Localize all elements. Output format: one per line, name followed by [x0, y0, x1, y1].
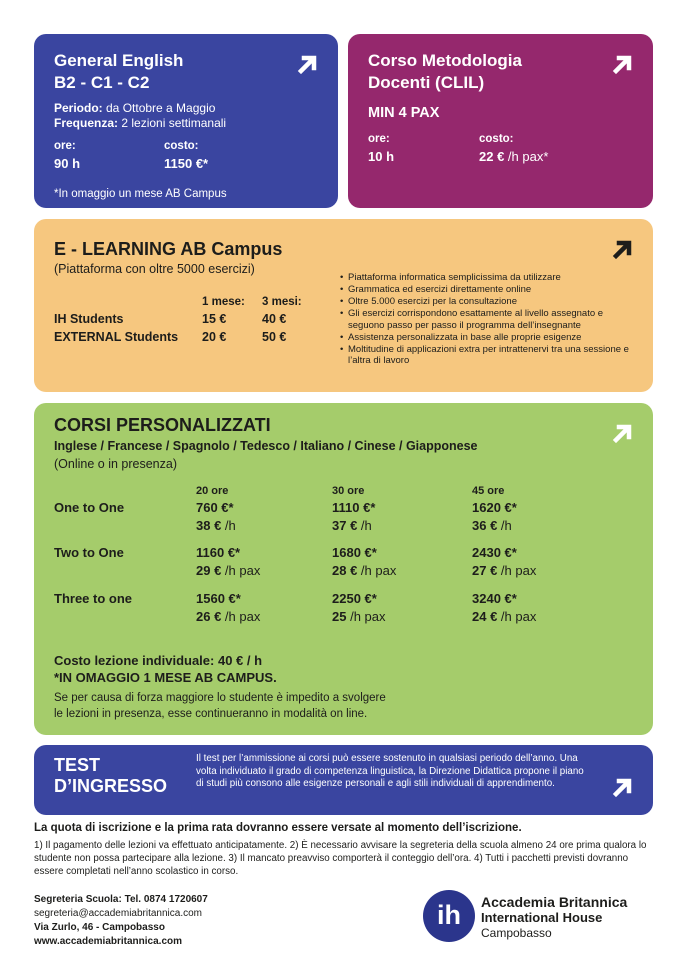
- corsi-rate: 29 €: [196, 563, 222, 578]
- elearning-feature: • Grammatica ed esercizi direttamente online: [340, 284, 640, 296]
- corsi-row-label: Two to One: [54, 545, 124, 560]
- test-ingresso-card: [34, 745, 653, 815]
- corsi-rate: 37 €: [332, 518, 358, 533]
- costo-label: costo:: [164, 140, 199, 152]
- footnotes-heading: La quota di iscrizione e la prima rata dovranno essere versate al momento dell’iscrizione.: [34, 822, 522, 834]
- general-english-card: [34, 34, 338, 208]
- test-title: [54, 755, 167, 797]
- corsi-rate: 24 €: [472, 609, 498, 624]
- clil-title-line1: Corso Metodologia: [368, 51, 522, 70]
- periodo-value: da Ottobre a Maggio: [102, 101, 216, 115]
- test-title-line2: D’INGRESSO: [54, 776, 168, 796]
- corsi-price: 2430 €*: [472, 545, 517, 560]
- general-english-info: [54, 101, 226, 131]
- periodo-label: Periodo:: [54, 101, 103, 115]
- elearning-feature: • Oltre 5.000 esercizi per la consultazione: [340, 296, 640, 308]
- corsi-price: 3240 €*: [472, 591, 517, 606]
- logo-name-line2: International House: [481, 910, 603, 925]
- elearning-subtitle: (Piattaforma con oltre 5000 esercizi): [54, 262, 255, 276]
- corsi-rate-unit: /h: [221, 518, 236, 533]
- contact-address: Via Zurlo, 46 - Campobasso: [34, 922, 165, 933]
- corsi-rate-unit: /h: [497, 518, 512, 533]
- contact-block: [34, 893, 208, 949]
- general-english-levels: B2 - C1 - C2: [54, 73, 150, 92]
- elearning-price: 40 €: [262, 312, 287, 326]
- corsi-rate: 38 €: [196, 518, 222, 533]
- contact-phone: Segreteria Scuola: Tel. 0874 1720607: [34, 894, 208, 905]
- corsi-row-label: Three to one: [54, 591, 133, 606]
- corsi-price: 2250 €*: [332, 591, 377, 606]
- corsi-title: CORSI PERSONALIZZATI: [54, 415, 271, 435]
- corsi-price: 1680 €*: [332, 545, 377, 560]
- arrow-up-right-icon[interactable]: [609, 421, 635, 447]
- arrow-up-right-icon[interactable]: [609, 775, 635, 801]
- elearning-title: E - LEARNING AB Campus: [54, 239, 283, 259]
- corsi-rate-unit: /h pax: [357, 563, 397, 578]
- corsi-col-header: 20 ore: [196, 485, 229, 497]
- elearning-feature: • Moltitudine di applicazioni extra per intrattenervi tra una sessione e l’altra di lavoro: [340, 344, 640, 367]
- general-english-note: *In omaggio un mese AB Campus: [54, 188, 227, 200]
- ih-logo-mark: ih: [423, 890, 475, 942]
- arrow-up-right-icon[interactable]: [294, 52, 320, 78]
- corsi-force-note: [54, 690, 386, 722]
- corsi-languages: Inglese / Francese / Spagnolo / Tedesco / Italiano / Cinese / Giapponese: [54, 439, 478, 453]
- elearning-feature: • Assistenza personalizzata in base alle proprie esigenze: [340, 332, 640, 344]
- corsi-cost-line: Costo lezione individuale: 40 € / h: [54, 653, 263, 668]
- elearning-col-1-mese: 1 mese:: [202, 296, 245, 308]
- corsi-rate-unit: /h: [357, 518, 372, 533]
- accademia-britannica-logo: [423, 890, 663, 946]
- corsi-rate-unit: /h pax: [497, 563, 537, 578]
- general-english-title: [54, 50, 183, 94]
- corsi-cost-block: [54, 652, 277, 686]
- elearning-feature: • Piattaforma informatica semplicissima da utilizzare: [340, 272, 640, 284]
- corsi-omaggio-line: *IN OMAGGIO 1 MESE AB CAMPUS.: [54, 670, 277, 685]
- corsi-row-label: One to One: [54, 500, 125, 515]
- corsi-price: 760 €*: [196, 500, 234, 515]
- elearning-price: 50 €: [262, 330, 287, 344]
- elearning-row-label: IH Students: [54, 312, 124, 326]
- corsi-col-header: 45 ore: [472, 485, 505, 497]
- elearning-feature: • Gli esercizi corrispondono esattamente al livello assegnato e seguono passo per passo il programma dell’insegnante: [340, 308, 640, 331]
- corsi-rate-unit: /h pax: [221, 609, 261, 624]
- elearning-price: 15 €: [202, 312, 227, 326]
- elearning-col-3-mesi: 3 mesi:: [262, 296, 302, 308]
- ore-value: 90 h: [54, 156, 81, 171]
- elearning-price: 20 €: [202, 330, 227, 344]
- corsi-force-line: le lezioni in presenza, esse continueranno in modalità on line.: [54, 708, 368, 720]
- ore-label: ore:: [54, 140, 76, 152]
- elearning-card: [34, 219, 653, 392]
- corsi-col-header: 30 ore: [332, 485, 365, 497]
- logo-name-line1: Accademia Britannica: [481, 894, 628, 910]
- corsi-rate-unit: /h pax: [346, 609, 386, 624]
- test-title-line1: TEST: [54, 755, 101, 775]
- costo-value: 1150 €*: [164, 156, 209, 171]
- corsi-price: 1160 €*: [196, 545, 241, 560]
- corsi-price: 1560 €*: [196, 591, 241, 606]
- elearning-row-label: EXTERNAL Students: [54, 330, 179, 344]
- general-english-title-line1: General English: [54, 51, 184, 70]
- contact-website[interactable]: www.accademiabritannica.com: [34, 936, 183, 947]
- clil-min-pax: MIN 4 PAX: [368, 105, 440, 121]
- footnotes-text: 1) Il pagamento delle lezioni va effettuato anticipatamente. 2) È necessario avvisare la segreteria della scuola almeno 24 ore prima qualora lo studente non possa partecipare alla lezione. 3) Il mancato preavviso comporterà il conteggio dell’ora. 4) Tutti i pacchetti previsti dovranno essere completati nell’anno scolastico in corso.: [34, 840, 647, 877]
- corsi-rate: 28 €: [332, 563, 358, 578]
- corsi-rate: 36 €: [472, 518, 498, 533]
- clil-costo-value: 22 €: [479, 149, 505, 164]
- corsi-rate: 27 €: [472, 563, 498, 578]
- elearning-features-list: [340, 272, 640, 367]
- corsi-mode: (Online o in presenza): [54, 457, 177, 471]
- clil-title: [368, 50, 522, 94]
- logo-name-line3: Campobasso: [481, 926, 552, 940]
- arrow-up-right-icon[interactable]: [609, 52, 635, 78]
- corsi-price: 1620 €*: [472, 500, 517, 515]
- corsi-rate-unit: /h pax: [221, 563, 261, 578]
- frequenza-label: Frequenza:: [54, 116, 119, 130]
- clil-title-line2: Docenti (CLIL): [368, 73, 485, 92]
- corsi-force-line: Se per causa di forza maggiore lo studente è impedito a svolgere: [54, 692, 386, 704]
- arrow-up-right-icon[interactable]: [609, 237, 635, 263]
- clil-costo-label: costo:: [479, 133, 514, 145]
- corsi-personalizzati-card: [34, 403, 653, 735]
- clil-costo-unit: /h pax*: [504, 149, 549, 164]
- test-description: Il test per l’ammissione ai corsi può essere sostenuto in qualsiasi periodo dell’anno. Una volta individuato il grado di competenza linguistica, la Direzione Didattica propone il piano di studi più consono alle esigenze personali e agli stili individuali di apprendimento.: [196, 753, 584, 789]
- corsi-rate: 26 €: [196, 609, 222, 624]
- clil-card: [348, 34, 653, 208]
- contact-email[interactable]: segreteria@accademiabritannica.com: [34, 908, 203, 919]
- corsi-rate: 25: [332, 609, 347, 624]
- clil-ore-label: ore:: [368, 133, 390, 145]
- clil-ore-value: 10 h: [368, 149, 395, 164]
- corsi-rate-unit: /h pax: [497, 609, 537, 624]
- corsi-price: 1110 €*: [332, 500, 376, 515]
- frequenza-value: 2 lezioni settimanali: [118, 116, 227, 130]
